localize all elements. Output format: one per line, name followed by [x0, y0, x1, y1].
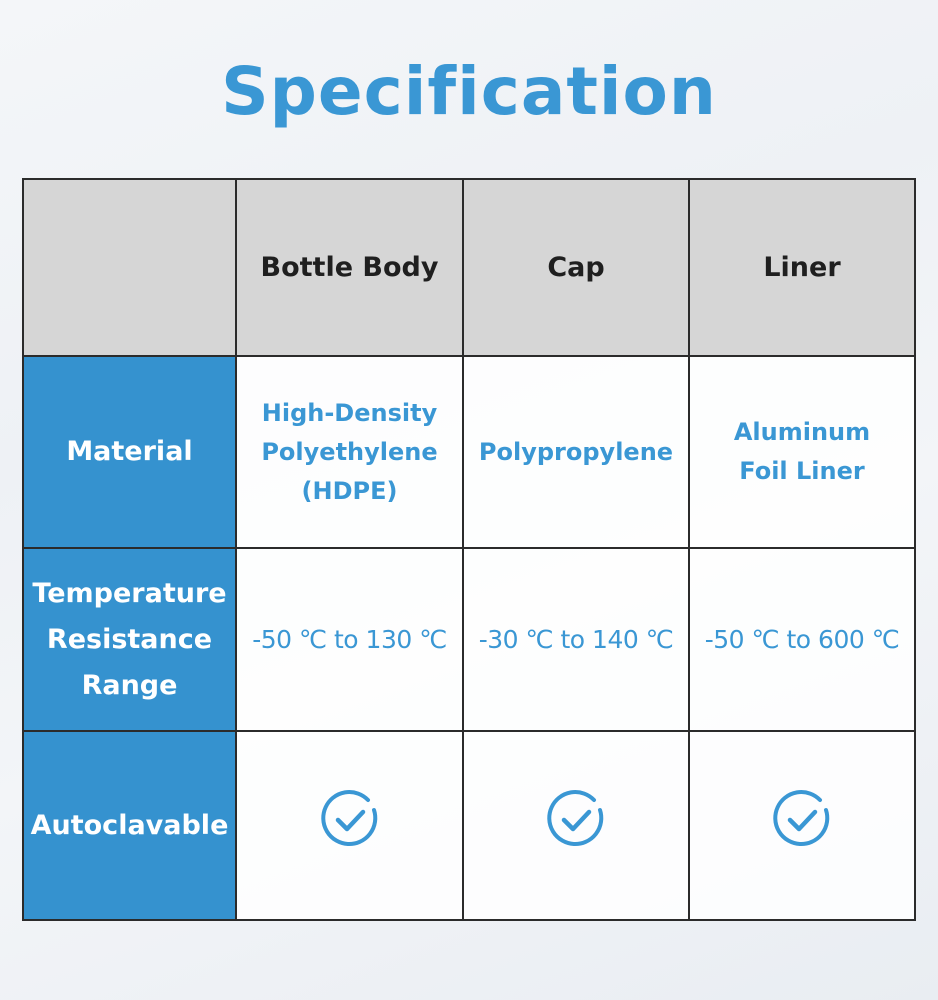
check-icon [319, 789, 381, 851]
row-header-line: Resistance [46, 623, 213, 655]
cell-temperature-liner: -50 ℃ to 600 ℃ [689, 548, 915, 731]
cell-temperature-bottle-body: -50 ℃ to 130 ℃ [236, 548, 463, 731]
table-row-autoclavable [23, 731, 915, 920]
cell-line: High-Density [261, 398, 438, 427]
check-icon [545, 789, 607, 851]
cell-autoclavable-liner [689, 731, 915, 920]
row-header-line: Material [66, 436, 193, 467]
cell-material-liner [689, 356, 915, 548]
cell-line: Foil Liner [739, 457, 865, 485]
cell-material-bottle-body [236, 356, 463, 548]
cell-autoclavable-bottle-body [236, 731, 463, 920]
cell-line: Polyethylene [261, 437, 438, 466]
column-header-cap: Cap [463, 179, 689, 356]
page-title: Specification [221, 53, 717, 130]
table-header-row [23, 179, 915, 356]
column-header-bottle-body: Bottle Body [236, 179, 463, 356]
row-header-line: Range [81, 669, 178, 701]
check-icon [771, 789, 833, 851]
cell-line: Aluminum [733, 418, 871, 446]
table-row-material [23, 356, 915, 548]
table-row-temperature [23, 548, 915, 731]
cell-line: Polypropylene [478, 437, 674, 466]
specification-table [22, 178, 916, 921]
row-header-temperature-resistance-range [23, 548, 236, 731]
cell-temperature-cap: -30 ℃ to 140 ℃ [463, 548, 689, 731]
row-header-line: Temperature [32, 577, 227, 609]
row-header-autoclavable: Autoclavable [23, 731, 236, 920]
cell-autoclavable-cap [463, 731, 689, 920]
cell-material-cap [463, 356, 689, 548]
column-header-liner: Liner [689, 179, 915, 356]
header-empty-cell [23, 179, 236, 356]
row-header-material [23, 356, 236, 548]
cell-line: (HDPE) [301, 476, 398, 505]
